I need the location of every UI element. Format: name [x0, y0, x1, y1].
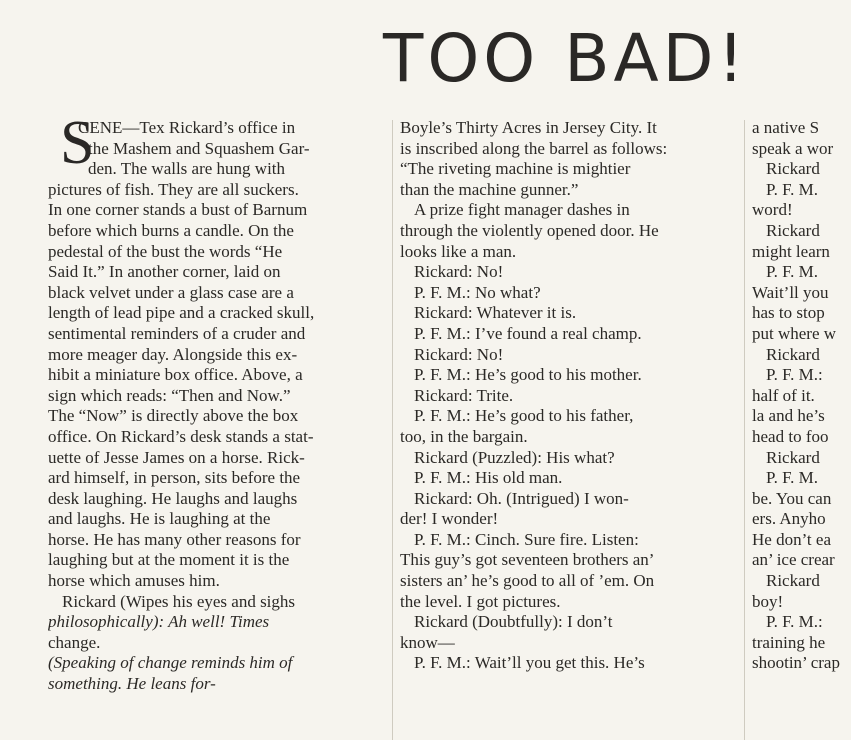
text-line: P. F. M.: His old man. [414, 468, 563, 488]
text-line: A prize fight manager dashes in [414, 200, 630, 220]
text-line: In one corner stands a bust of Barnum [48, 200, 308, 220]
text-line: “The riveting machine is mightier [400, 159, 631, 179]
text-line: head to foo [752, 426, 829, 446]
text-line: Rickard: Trite. [414, 385, 514, 405]
text-line: der! I wonder! [400, 509, 499, 529]
drop-cap: S [60, 109, 95, 177]
text-line: might learn [752, 241, 830, 261]
text-line: uette of Jesse James on a horse. Rick- [48, 447, 305, 467]
text-line: Rickard: Oh. (Intrigued) I won- [414, 488, 629, 508]
text-line: Rickard [766, 571, 820, 591]
text-line: sign which reads: “Then and Now.” [48, 385, 291, 405]
text-line: an’ ice crear [752, 550, 835, 570]
text-line: P. F. M.: [766, 612, 823, 632]
text-line: black velvet under a glass case are a [48, 282, 294, 302]
text-line: Boyle’s Thirty Acres in Jersey City. It [400, 118, 657, 137]
text-line: the level. I got pictures. [400, 591, 561, 611]
text-line: Rickard: No! [414, 344, 504, 364]
text-line: P. F. M.: No what? [414, 282, 541, 302]
text-line: Said It.” In another corner, laid on [48, 262, 281, 282]
text-line: Rickard [766, 220, 820, 240]
column-3 [752, 118, 851, 740]
text-line: den. The walls are hung with [88, 159, 286, 179]
text-line: Rickard [766, 447, 820, 467]
text-line: hibit a miniature box office. Above, a [48, 365, 303, 385]
text-line: laughing but at the moment it is the [48, 550, 290, 570]
text-line: a native S [752, 118, 820, 137]
text-line: la and he’s [752, 406, 825, 426]
text-line: The “Now” is directly above the box [48, 406, 299, 426]
text-line: the Mashem and Squashem Gar- [88, 138, 310, 158]
text-line: horse which amuses him. [48, 571, 220, 591]
column-1 [48, 118, 388, 740]
text-line: Rickard (Puzzled): His what? [414, 447, 615, 467]
text-line: word! [752, 200, 793, 220]
text-line: too, in the bargain. [400, 426, 528, 446]
text-line: P. F. M.: He’s good to his father, [414, 406, 634, 426]
text-line: training he [752, 632, 826, 652]
text-line: P. F. M.: He’s good to his mother. [414, 365, 642, 385]
text-line: looks like a man. [400, 241, 517, 261]
text-line: ard himself, in person, sits before the [48, 468, 301, 488]
text-line: pictures of fish. They are all suckers. [48, 179, 299, 199]
text-line: ers. Anyho [752, 509, 826, 529]
text-line: and laughs. He is laughing at the [48, 509, 271, 529]
text-line: Rickard [766, 159, 820, 179]
text-line: Wait’ll you [752, 282, 829, 302]
text-line: P. F. M.: [766, 365, 823, 385]
text-line: P. F. M. [766, 262, 819, 282]
text-line: Rickard: No! [414, 262, 504, 282]
text-line: than the machine gunner.” [400, 179, 579, 199]
text-line: is inscribed along the barrel as follows: [400, 138, 668, 158]
text-line: sentimental reminders of a cruder and [48, 323, 306, 343]
column-divider [744, 120, 745, 740]
text-line: office. On Rickard’s desk stands a stat- [48, 426, 314, 446]
text-line: Rickard (Doubtfully): I don’t [414, 612, 613, 632]
text-line: half of it. [752, 385, 815, 405]
text-line: sisters an’ he’s good to all of ’em. On [400, 571, 655, 591]
text-line: Rickard (Wipes his eyes and sighs [62, 591, 296, 611]
text-line: He don’t ea [752, 529, 831, 549]
column-2 [400, 118, 736, 740]
text-line: be. You can [752, 488, 832, 508]
text-line: P. F. M.: I’ve found a real champ. [414, 323, 642, 343]
text-line: boy! [752, 591, 784, 611]
text-line: desk laughing. He laughs and laughs [48, 488, 298, 508]
text-line: length of lead pipe and a cracked skull, [48, 303, 315, 323]
text-line: before which burns a candle. On the [48, 220, 294, 240]
text-line: philosophically): Ah well! Times [48, 612, 270, 632]
text-line: has to stop [752, 303, 825, 323]
text-line: P. F. M. [766, 468, 819, 488]
text-line: know— [400, 632, 455, 652]
text-line: more meager day. Alongside this ex- [48, 344, 298, 364]
text-line: put where w [752, 323, 837, 343]
text-line: P. F. M.: Wait’ll you get this. He’s [414, 653, 645, 673]
text-line: This guy’s got seventeen brothers an’ [400, 550, 655, 570]
text-line: P. F. M. [766, 179, 819, 199]
text-line: speak a wor [752, 138, 834, 158]
text-line: Rickard [766, 344, 820, 364]
text-line: P. F. M.: Cinch. Sure fire. Listen: [414, 529, 639, 549]
text-line: Rickard: Whatever it is. [414, 303, 577, 323]
text-line: (Speaking of change reminds him of [48, 653, 293, 673]
text-line: something. He leans for- [48, 674, 216, 694]
text-line: horse. He has many other reasons for [48, 529, 301, 549]
text-line: through the violently opened door. He [400, 220, 659, 240]
text-line: CENE—Tex Rickard’s office in [78, 118, 296, 137]
text-line: change. [48, 632, 101, 652]
text-line: shootin’ crap [752, 653, 840, 673]
column-divider [392, 120, 393, 740]
page-title: TOO BAD! [383, 20, 748, 97]
text-line: pedestal of the bust the words “He [48, 241, 283, 261]
